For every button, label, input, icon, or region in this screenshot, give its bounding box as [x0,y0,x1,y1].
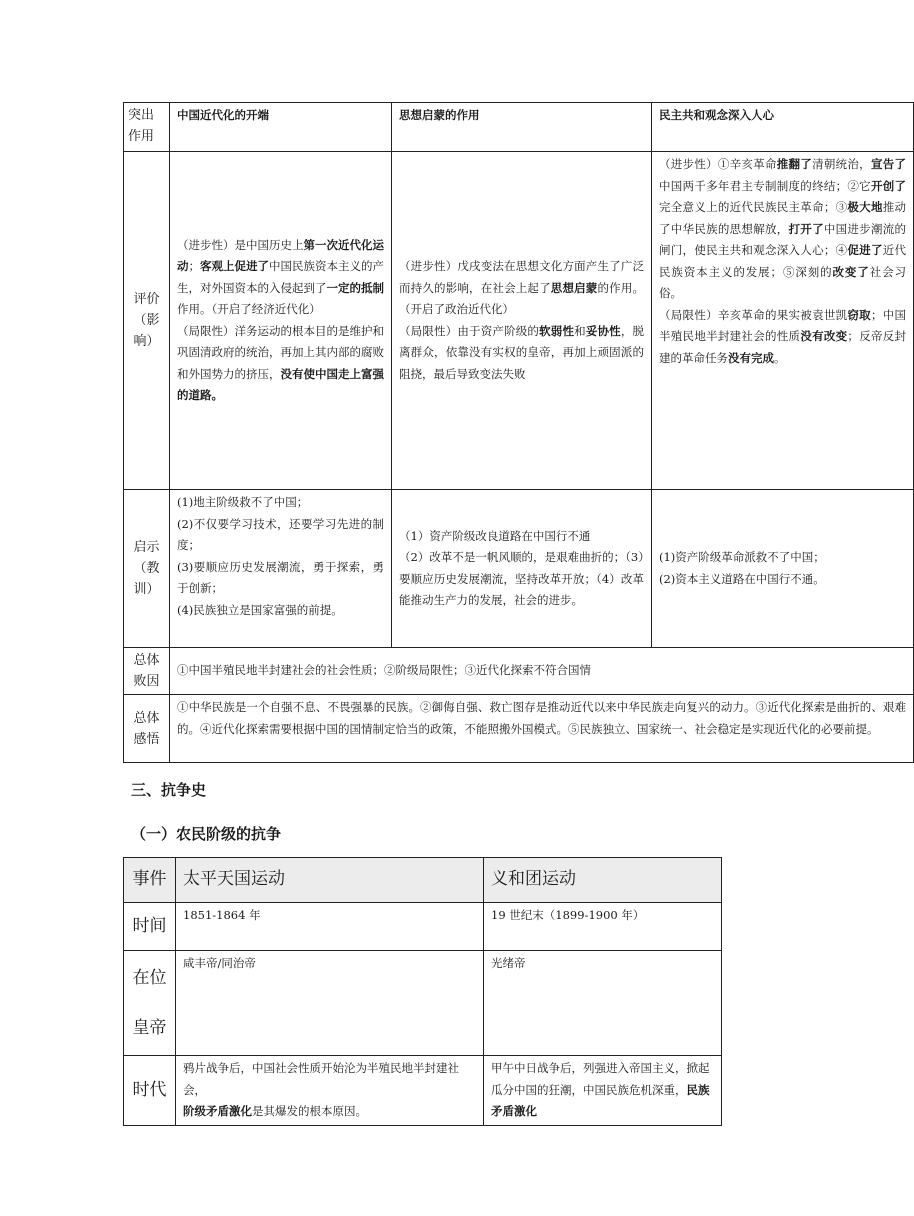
text-run: （局限性）辛亥革命的果实被袁世凯 [659,307,848,322]
emphasis-text: 没有使中国走上富强的道路。 [177,366,384,402]
row-label-event: 事件 [124,858,176,903]
row-label-emperor: 在位皇帝 [124,951,176,1056]
table-row-evaluation [124,152,914,490]
text-run: ； [188,259,200,273]
text-run: 和 [574,323,586,338]
emphasis-text: 没有改变 [800,329,848,343]
evaluation-westernization [170,152,392,490]
table-row-era [124,1056,722,1126]
emphasis-text: 第一次近代化运动 [177,237,384,273]
era-boxer [484,1056,722,1126]
era-taiping [176,1056,484,1126]
text-run: （进步性）戊戌变法在思想文化方面产生了广泛而持久的影响，在社会上起了 [399,259,644,295]
row-label-role: 突出作用 [124,103,170,152]
emphasis-text: 推翻了 [776,157,813,171]
inspiration-revolution [652,490,914,648]
emphasis-text: 思想启蒙 [550,280,598,295]
text-run: 甲午中日战争后，列强进入帝国主义，掀起瓜分中国的狂潮，中国民族危机深重， [491,1061,710,1097]
emphasis-text: 改变了 [832,264,870,279]
text-run: ，脱离群众，依靠没有实权的皇帝，再加上顽固派的阻挠，最后导致变法失败 [399,323,645,381]
emphasis-text: 妥协性 [585,323,621,338]
row-label-feeling: 总体感悟 [124,695,170,763]
text-run: 清朝统治， [812,157,871,171]
header-reform: 思想启蒙的作用 [392,103,652,152]
text-run: （局限性）由于资产阶级的 [399,323,540,338]
peasant-struggle-table [123,857,722,1126]
header-westernization: 中国近代化的开端 [170,103,392,152]
list-item: （2）改革不是一帆风顺的，是艰难曲折的；（3）要顺应历史发展潮流，坚持改革开放；（4）改革能推动生产力的发展，社会的进步。 [399,550,644,607]
list-item: （1）资产阶级改良道路在中国行不通 [399,528,591,543]
emphasis-text: 窃取 [847,307,871,322]
header-revolution: 民主共和观念深入人心 [652,103,914,152]
text-run: 完全意义上的近代民族民主革命；③ [659,200,848,214]
text-run: 中国进步潮流的闸门，使民主共和观念深入人心；④ [659,221,907,257]
table-row-header [124,858,722,903]
row-label-inspiration: 启示（教训） [124,490,170,648]
list-item: (1)资产阶级革命派救不了中国； [659,550,825,564]
emperor-taiping: 咸丰帝/同治帝 [176,951,484,1056]
table-row-time [124,903,722,951]
emphasis-text: 一定的抵制 [326,280,384,295]
modernization-comparison-table [123,102,914,763]
emphasis-text: 软弱性 [539,323,575,338]
inspiration-westernization [170,490,392,648]
row-label-time: 时间 [124,903,176,951]
text-run: （进步性）是中国历史上 [177,237,304,252]
emphasis-text: 没有完成 [728,350,774,365]
evaluation-reform [392,152,652,490]
text-run: ；反帝反封建的革命任务 [659,329,907,365]
text-run: 推动了中华民族的思想解放， [659,200,907,236]
row-label-failure: 总体败因 [124,648,170,695]
emphasis-text: 宣告了 [870,157,907,171]
table-row-emperor [124,951,722,1056]
time-boxer: 19 世纪末（1899-1900 年） [484,903,722,951]
list-item: (3)要顺应历史发展潮流，勇于探索，勇于创新； [177,559,384,595]
text-run: 社会习俗。 [659,264,907,300]
table-row-header [124,103,914,152]
row-label-era: 时代 [124,1056,176,1126]
table-row-inspiration [124,490,914,648]
text-run: 的作用。（开启了政治近代化） [399,280,645,316]
time-taiping: 1851-1864 年 [176,903,484,951]
emphasis-text: 打开了 [788,221,824,236]
header-boxer: 义和团运动 [484,858,722,903]
feeling-text: ①中华民族是一个自强不息、不畏强暴的民族。②御侮自强、救亡图存是推动近代以来中华民族走向复兴的动力。③近代化探索是曲折的、艰难的。④近代化探索需要根据中国的国情制定恰当的政策，不能照搬外国模式。⑤民族独立、国家统一、社会稳定是实现近代化的必要前提。 [170,695,914,763]
header-taiping: 太平天国运动 [176,858,484,903]
emphasis-text: 客观上促进了 [200,259,269,273]
row-label-evaluation: 评价（影响） [124,152,170,490]
text-run: 。 [774,350,786,365]
failure-text: ①中国半殖民地半封建社会的社会性质；②阶级局限性；③近代化探索不符合国情 [170,648,914,695]
text-run: ；中国半殖民地半封建社会的性质 [659,307,907,343]
text-run: 中国两千多年君主专制制度的终结；②它 [659,178,871,193]
list-item: (2)资本主义道路在中国行不通。 [659,571,825,586]
emphasis-text: 极大地 [847,200,883,214]
list-item: (1)地主阶级救不了中国； [177,495,309,509]
evaluation-revolution [652,152,914,490]
text-run: 是其爆发的根本原因。 [252,1104,367,1118]
list-item: (2)不仅要学习技术，还要学习先进的制度； [177,516,384,552]
emphasis-text: 促进了 [847,243,883,257]
emperor-boxer: 光绪帝 [484,951,722,1056]
inspiration-reform [392,490,652,648]
text-run: （进步性）①辛亥革命 [659,157,777,171]
text-run: 作用。（开启了经济近代化） [177,302,321,316]
text-run: 鸦片战争后，中国社会性质开始沦为半殖民地半封建社会， [183,1061,459,1097]
text-run: 中国民族资本主义的产生，对外国资本的入侵起到了 [177,259,384,295]
text-run: （局限性）洋务运动的根本目的是维护和巩固清政府的统治，再加上其内部的腐败和外国势力的挤压， [177,323,384,381]
table-row-failure [124,648,914,695]
emphasis-text: 民族矛盾激化 [491,1082,710,1118]
emphasis-text: 阶级矛盾激化 [183,1104,252,1118]
emphasis-text: 开创了 [870,178,907,193]
table-row-feeling [124,695,914,763]
list-item: (4)民族独立是国家富强的前提。 [177,602,343,617]
section-heading: 三、抗争史 [131,781,207,799]
text-run: 近代民族资本主义的发展；⑤深刻的 [659,243,907,279]
section-subheading: （一）农民阶级的抗争 [131,825,282,843]
